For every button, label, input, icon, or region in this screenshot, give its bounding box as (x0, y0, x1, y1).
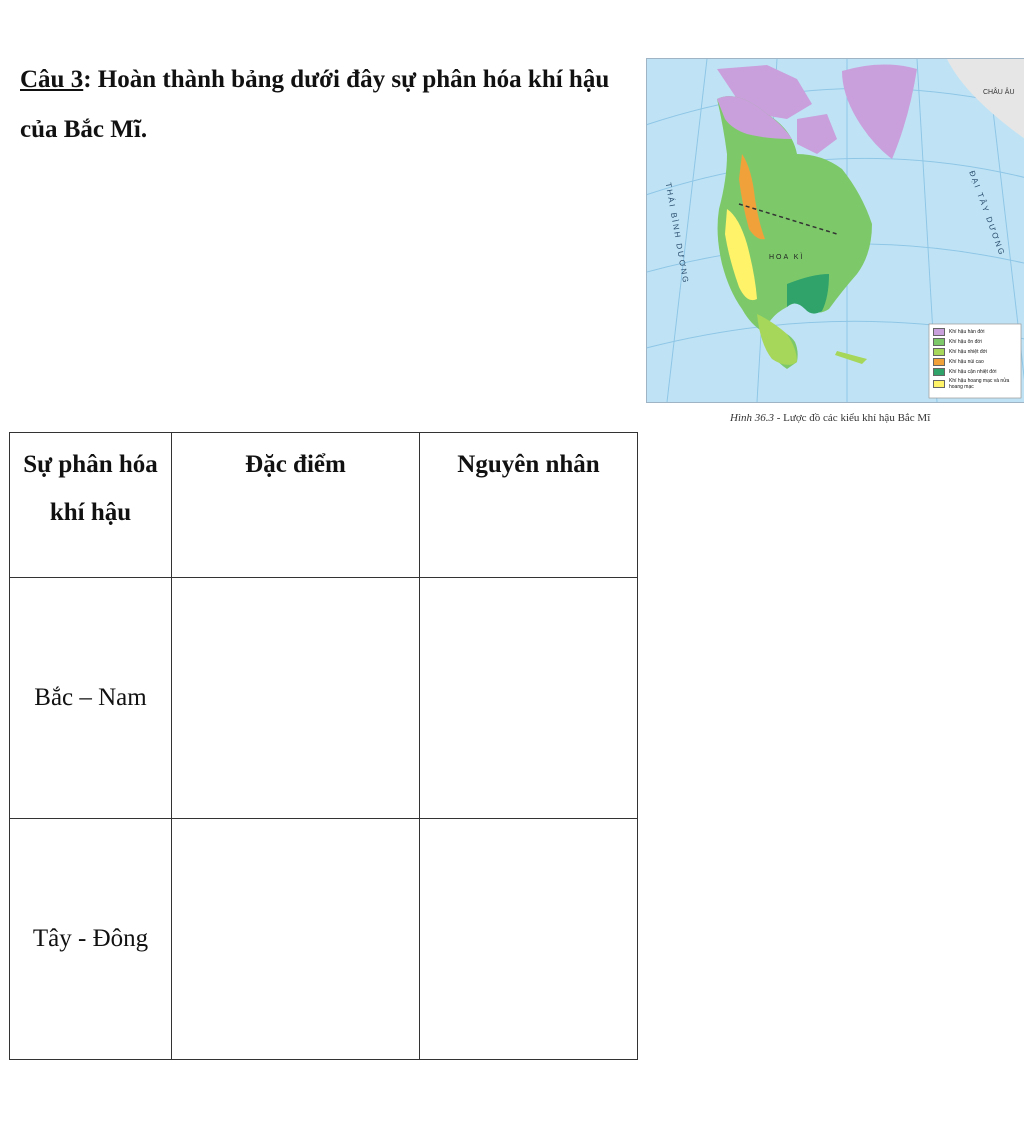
legend-swatch (933, 328, 945, 336)
cell-features-west-east[interactable] (172, 819, 420, 1060)
legend-swatch (933, 348, 945, 356)
map-caption (730, 412, 930, 424)
legend-item (933, 367, 1021, 377)
question-body: : Hoàn thành bảng dưới đây sự phân hóa khí hậu của Bắc Mĩ. (20, 66, 610, 143)
legend-label: Khí hậu nhiệt đới (949, 349, 988, 355)
map-label-east-ocean: ĐẠI TÂY DƯƠNG (967, 169, 1007, 258)
cell-causes-west-east[interactable] (420, 819, 638, 1060)
legend-item (933, 357, 1021, 367)
table-row (10, 578, 638, 819)
table-row (10, 819, 638, 1060)
row-label-north-south: Bắc – Nam (10, 578, 172, 819)
map-label-west-ocean: THÁI BÌNH DƯƠNG (663, 181, 691, 286)
table-header-row (10, 433, 638, 578)
header-causes: Nguyên nhân (420, 433, 638, 578)
legend-label: Khí hậu hàn đới (949, 329, 985, 335)
figure-number: Hình 36.3 (730, 412, 774, 424)
map-label-country: HOA KÌ (769, 254, 805, 261)
row-label-west-east: Tây - Đông (10, 819, 172, 1060)
figure-title: - Lược đồ các kiểu khí hậu Bắc Mĩ (774, 412, 931, 424)
legend-swatch (933, 358, 945, 366)
legend-label: Khí hậu ôn đới (949, 339, 982, 345)
legend-swatch (933, 380, 945, 388)
question-label: Câu 3 (20, 66, 84, 93)
question-text (20, 55, 640, 155)
cell-causes-north-south[interactable] (420, 578, 638, 819)
header-features: Đặc điểm (172, 433, 420, 578)
legend-item (933, 377, 1021, 391)
legend-label: Khí hậu cận nhiệt đới (949, 369, 997, 375)
legend-swatch (933, 338, 945, 346)
map-legend (933, 327, 1021, 391)
legend-label: Khí hậu núi cao (949, 359, 984, 365)
legend-swatch (933, 368, 945, 376)
cell-features-north-south[interactable] (172, 578, 420, 819)
legend-item (933, 347, 1021, 357)
legend-item (933, 337, 1021, 347)
legend-label: Khí hậu hoang mạc và nửa hoang mạc (949, 378, 1010, 390)
map-label-europe: CHÂU ÂU (983, 89, 1015, 96)
climate-map (646, 58, 1024, 403)
climate-table (9, 432, 638, 1060)
legend-item (933, 327, 1021, 337)
header-differentiation: Sự phân hóa khí hậu (10, 433, 172, 578)
